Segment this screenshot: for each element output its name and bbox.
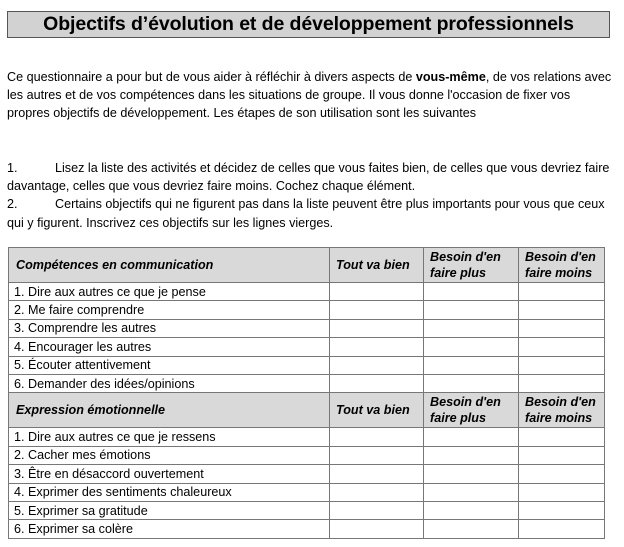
checkbox-cell-more[interactable] [424, 356, 519, 374]
checkbox-cell-more[interactable] [424, 428, 519, 446]
self-assessment-table [8, 247, 605, 539]
intro-text-after: , de vos relations avec les autres et de vos compétences dans les situations de groupe. Il vous donne l'occasion de fixer vos propres objectifs de développement. Les étapes de son utilisation sont les suivantes [7, 70, 612, 121]
intro-text-before: Ce questionnaire a pour but de vous aider à réfléchir à divers aspects de [7, 70, 416, 84]
checkbox-cell-ok[interactable] [330, 520, 424, 538]
column-header-ok: Tout va bien [330, 393, 424, 428]
table-row [9, 446, 605, 464]
table-row [9, 338, 605, 356]
section-header-row [9, 393, 605, 428]
item-label: 4. Exprimer des sentiments chaleureux [9, 483, 330, 501]
table-row [9, 283, 605, 301]
step-text: Lisez la liste des activités et décidez de celles que vous faites bien, de celles que vous devriez faire davantage, celles que vous devriez faire moins. Cochez chaque élément. [7, 161, 610, 194]
item-label: 5. Exprimer sa gratitude [9, 501, 330, 519]
checkbox-cell-more[interactable] [424, 338, 519, 356]
item-label: 3. Être en désaccord ouvertement [9, 465, 330, 483]
checkbox-cell-less[interactable] [519, 301, 605, 319]
item-label: 6. Exprimer sa colère [9, 520, 330, 538]
item-label: 6. Demander des idées/opinions [9, 374, 330, 392]
checkbox-cell-ok[interactable] [330, 338, 424, 356]
table-row [9, 356, 605, 374]
column-header-more: Besoin d'en faire plus [424, 393, 519, 428]
intro-paragraph [7, 68, 612, 123]
checkbox-cell-less[interactable] [519, 356, 605, 374]
checkbox-cell-less[interactable] [519, 483, 605, 501]
step-item [7, 159, 615, 195]
section-title: Expression émotionnelle [9, 393, 330, 428]
checkbox-cell-less[interactable] [519, 520, 605, 538]
checkbox-cell-less[interactable] [519, 428, 605, 446]
column-header-more: Besoin d'en faire plus [424, 248, 519, 283]
checkbox-cell-ok[interactable] [330, 446, 424, 464]
item-label: 2. Cacher mes émotions [9, 446, 330, 464]
checkbox-cell-less[interactable] [519, 319, 605, 337]
checkbox-cell-ok[interactable] [330, 483, 424, 501]
table-row [9, 301, 605, 319]
checkbox-cell-more[interactable] [424, 283, 519, 301]
step-text: Certains objectifs qui ne figurent pas dans la liste peuvent être plus importants pour vous que ceux qui y figurent. Inscrivez ces objectifs sur les lignes vierges. [7, 197, 605, 230]
checkbox-cell-ok[interactable] [330, 428, 424, 446]
table-row [9, 374, 605, 392]
item-label: 4. Encourager les autres [9, 338, 330, 356]
section-title: Compétences en communication [9, 248, 330, 283]
checkbox-cell-more[interactable] [424, 374, 519, 392]
checkbox-cell-less[interactable] [519, 465, 605, 483]
checkbox-cell-ok[interactable] [330, 501, 424, 519]
column-header-less: Besoin d'en faire moins [519, 248, 605, 283]
checkbox-cell-less[interactable] [519, 446, 605, 464]
column-header-ok: Tout va bien [330, 248, 424, 283]
checkbox-cell-less[interactable] [519, 338, 605, 356]
step-item [7, 195, 615, 231]
column-header-less: Besoin d'en faire moins [519, 393, 605, 428]
checkbox-cell-ok[interactable] [330, 301, 424, 319]
checkbox-cell-more[interactable] [424, 483, 519, 501]
table-row [9, 501, 605, 519]
checkbox-cell-more[interactable] [424, 301, 519, 319]
item-label: 3. Comprendre les autres [9, 319, 330, 337]
item-label: 1. Dire aux autres ce que je pense [9, 283, 330, 301]
checkbox-cell-more[interactable] [424, 319, 519, 337]
page-title-text: Objectifs d’évolution et de développement professionnels [43, 13, 574, 35]
checkbox-cell-ok[interactable] [330, 374, 424, 392]
item-label: 1. Dire aux autres ce que je ressens [9, 428, 330, 446]
item-label: 5. Écouter attentivement [9, 356, 330, 374]
table-row [9, 319, 605, 337]
checkbox-cell-ok[interactable] [330, 283, 424, 301]
table-row [9, 520, 605, 538]
checkbox-cell-less[interactable] [519, 374, 605, 392]
page-title [7, 11, 610, 38]
step-number: 2. [7, 197, 18, 212]
checkbox-cell-ok[interactable] [330, 319, 424, 337]
checkbox-cell-ok[interactable] [330, 356, 424, 374]
checkbox-cell-more[interactable] [424, 446, 519, 464]
checkbox-cell-less[interactable] [519, 501, 605, 519]
item-label: 2. Me faire comprendre [9, 301, 330, 319]
intro-text-bold: vous-même [415, 70, 486, 84]
table-row [9, 465, 605, 483]
checkbox-cell-more[interactable] [424, 520, 519, 538]
checkbox-cell-more[interactable] [424, 501, 519, 519]
step-number: 1. [7, 161, 18, 175]
checkbox-cell-less[interactable] [519, 283, 605, 301]
table-row [9, 483, 605, 501]
table-row [9, 428, 605, 446]
checkbox-cell-more[interactable] [424, 465, 519, 483]
steps-list [7, 159, 615, 232]
section-header-row [9, 248, 605, 283]
checkbox-cell-ok[interactable] [330, 465, 424, 483]
